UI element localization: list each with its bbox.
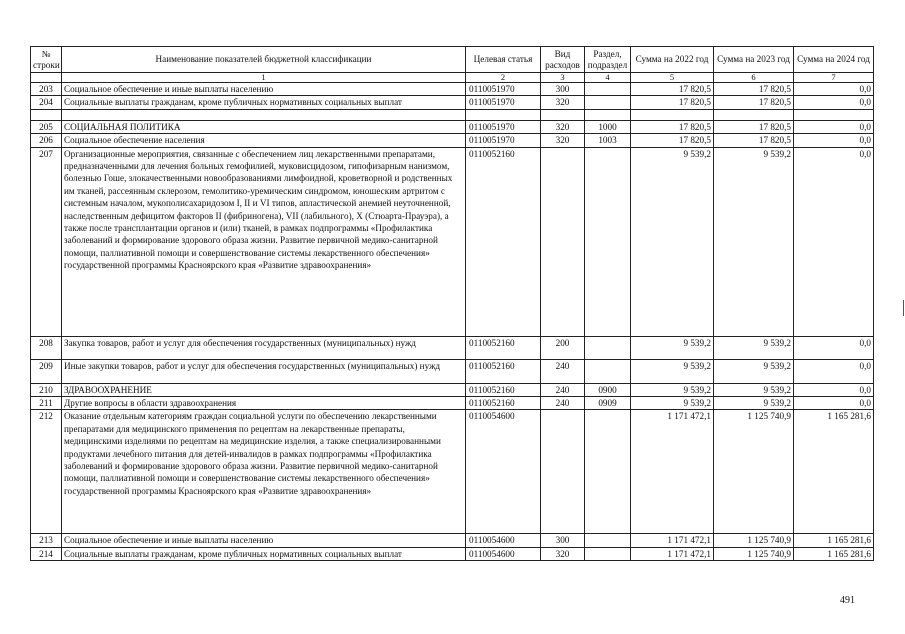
row-number: 209 xyxy=(31,359,62,383)
row-target-article: 0110054600 xyxy=(466,534,541,547)
table-row xyxy=(31,83,874,96)
row-target-article: 0110052160 xyxy=(466,397,541,410)
row-sum-2023: 17 820,5 xyxy=(714,120,794,133)
row-target-article: 0110052160 xyxy=(466,147,541,336)
row-name: Иные закупки товаров, работ и услуг для обеспечения государственных (муниципальных) нужд xyxy=(62,359,466,383)
row-expense-type: 320 xyxy=(541,547,585,560)
row-target-article: 0110051970 xyxy=(466,96,541,109)
row-sum-2022: 17 820,5 xyxy=(631,96,714,109)
row-number: 210 xyxy=(31,383,62,396)
row-name: Закупка товаров, работ и услуг для обеспечения государственных (муниципальных) нужд xyxy=(62,336,466,359)
row-sum-2023: 1 125 740,9 xyxy=(714,547,794,560)
row-number: 208 xyxy=(31,336,62,359)
row-expense-type: 240 xyxy=(541,359,585,383)
row-target-article: 0110054600 xyxy=(466,547,541,560)
table-row xyxy=(31,410,874,534)
table-row xyxy=(31,147,874,336)
column-number: 1 xyxy=(62,73,466,83)
column-number: 6 xyxy=(714,73,794,83)
row-sum-2023: 9 539,2 xyxy=(714,147,794,336)
row-section xyxy=(585,96,631,109)
spacer-cell xyxy=(31,109,62,120)
row-section: 1000 xyxy=(585,120,631,133)
row-sum-2024: 0,0 xyxy=(794,397,874,410)
row-name: Социальное обеспечение и иные выплаты населению xyxy=(62,534,466,547)
row-section: 0900 xyxy=(585,383,631,396)
row-target-article: 0110052160 xyxy=(466,383,541,396)
column-number: 4 xyxy=(585,73,631,83)
row-sum-2024: 0,0 xyxy=(794,83,874,96)
row-section xyxy=(585,410,631,534)
table-header-row xyxy=(31,47,874,73)
column-number: 7 xyxy=(794,73,874,83)
row-section: 0909 xyxy=(585,397,631,410)
row-expense-type xyxy=(541,147,585,336)
row-number: 206 xyxy=(31,134,62,147)
row-section xyxy=(585,547,631,560)
row-sum-2024: 0,0 xyxy=(794,147,874,336)
row-sum-2024: 0,0 xyxy=(794,336,874,359)
row-expense-type xyxy=(541,410,585,534)
row-number: 212 xyxy=(31,410,62,534)
row-expense-type: 240 xyxy=(541,397,585,410)
column-number xyxy=(31,73,62,83)
row-sum-2023: 17 820,5 xyxy=(714,96,794,109)
row-section xyxy=(585,83,631,96)
row-sum-2022: 17 820,5 xyxy=(631,120,714,133)
row-target-article: 0110052160 xyxy=(466,336,541,359)
row-section xyxy=(585,359,631,383)
row-sum-2023: 17 820,5 xyxy=(714,134,794,147)
row-number: 203 xyxy=(31,83,62,96)
row-expense-type: 300 xyxy=(541,83,585,96)
spacer-cell xyxy=(541,109,585,120)
row-target-article: 0110051970 xyxy=(466,134,541,147)
row-name: ЗДРАВООХРАНЕНИЕ xyxy=(62,383,466,396)
row-sum-2024: 0,0 xyxy=(794,383,874,396)
header-section: Раздел, подраздел xyxy=(585,47,631,73)
row-name: Организационные мероприятия, связанные с обеспечением лиц лекарственными препаратами, предназначенными для лечения больных гемофилией, муковисцидозом, гипофизарным нанизмом, болезнью Гоше, злокачественными новообразованиями лимфоидной, кроветворной и родственных им тканей, рассеянным склерозом, гемолитико-уремическим синдромом, юношеским артритом с системным началом, мукополисахаридозом I, II и VI типов, апластической анемией неуточненной, наследственным дефицитом факторов II (фибриногена), VII (лабильного), X (Стюарта-Прауэра), а также после трансплантации органов и (или) тканей, в рамках подпрограммы «Профилактика заболеваний и формирование здорового образа жизни. Развитие первичной медико-санитарной помощи, паллиативной помощи и совершенствование системы лекарственного обеспечения» государственной программы Красноярского края «Развитие здравоохранения» xyxy=(62,147,466,336)
row-section xyxy=(585,336,631,359)
row-expense-type: 200 xyxy=(541,336,585,359)
table-row xyxy=(31,96,874,109)
row-sum-2022: 1 171 472,1 xyxy=(631,534,714,547)
row-name: Социальные выплаты гражданам, кроме публичных нормативных социальных выплат xyxy=(62,547,466,560)
column-numbering-row xyxy=(31,73,874,83)
page-number: 491 xyxy=(840,595,855,606)
row-target-article: 0110051970 xyxy=(466,120,541,133)
row-sum-2022: 9 539,2 xyxy=(631,383,714,396)
row-sum-2022: 9 539,2 xyxy=(631,359,714,383)
header-name: Наименование показателей бюджетной классификации xyxy=(62,47,466,73)
table-row xyxy=(31,547,874,560)
row-target-article: 0110051970 xyxy=(466,83,541,96)
row-sum-2022: 9 539,2 xyxy=(631,397,714,410)
header-row-number: № строки xyxy=(31,47,62,73)
row-sum-2024: 0,0 xyxy=(794,134,874,147)
row-number: 204 xyxy=(31,96,62,109)
row-expense-type: 320 xyxy=(541,134,585,147)
header-sum-2024: Сумма на 2024 год xyxy=(794,47,874,73)
spacer-cell xyxy=(466,109,541,120)
header-sum-2023: Сумма на 2023 год xyxy=(714,47,794,73)
column-number: 2 xyxy=(466,73,541,83)
spacer-cell xyxy=(585,109,631,120)
table-row xyxy=(31,120,874,133)
row-sum-2024: 0,0 xyxy=(794,359,874,383)
row-name: Социальные выплаты гражданам, кроме публичных нормативных социальных выплат xyxy=(62,96,466,109)
row-sum-2024: 1 165 281,6 xyxy=(794,534,874,547)
row-sum-2022: 1 171 472,1 xyxy=(631,410,714,534)
row-sum-2023: 1 125 740,9 xyxy=(714,534,794,547)
row-section xyxy=(585,534,631,547)
row-sum-2023: 9 539,2 xyxy=(714,336,794,359)
spacer-cell xyxy=(714,109,794,120)
spacer-cell xyxy=(631,109,714,120)
row-sum-2023: 9 539,2 xyxy=(714,397,794,410)
table-row xyxy=(31,336,874,359)
row-sum-2022: 9 539,2 xyxy=(631,336,714,359)
table-row xyxy=(31,383,874,396)
row-sum-2023: 17 820,5 xyxy=(714,83,794,96)
budget-table xyxy=(30,46,874,561)
row-expense-type: 320 xyxy=(541,120,585,133)
row-sum-2024: 0,0 xyxy=(794,120,874,133)
row-name: Социальное обеспечение населения xyxy=(62,134,466,147)
row-number: 211 xyxy=(31,397,62,410)
row-name: СОЦИАЛЬНАЯ ПОЛИТИКА xyxy=(62,120,466,133)
row-number: 205 xyxy=(31,120,62,133)
row-section: 1003 xyxy=(585,134,631,147)
spacer-cell xyxy=(62,109,466,120)
budget-table-sheet xyxy=(30,46,873,561)
row-sum-2022: 17 820,5 xyxy=(631,134,714,147)
row-name: Другие вопросы в области здравоохранения xyxy=(62,397,466,410)
row-number: 207 xyxy=(31,147,62,336)
column-number: 3 xyxy=(541,73,585,83)
row-expense-type: 300 xyxy=(541,534,585,547)
row-expense-type: 320 xyxy=(541,96,585,109)
header-expense-type: Вид расходов xyxy=(541,47,585,73)
row-number: 214 xyxy=(31,547,62,560)
table-row xyxy=(31,534,874,547)
row-section xyxy=(585,147,631,336)
row-sum-2023: 9 539,2 xyxy=(714,383,794,396)
table-row xyxy=(31,397,874,410)
spacer-cell xyxy=(794,109,874,120)
table-row xyxy=(31,359,874,383)
row-name: Оказание отдельным категориям граждан социальной услуги по обеспечению лекарственными препаратами для медицинского применения по рецептам на лекарственные препараты, медицинскими изделиями по рецептам на медицинские изделия, а также специализированными продуктами лечебного питания для детей-инвалидов в рамках подпрограммы «Профилактика заболеваний и формирование здорового образа жизни. Развитие первичной медико-санитарной помощи, паллиативной помощи и совершенствование системы лекарственного обеспечения» государственной программы Красноярского края «Развитие здравоохранения» xyxy=(62,410,466,534)
spacer-row xyxy=(31,109,874,120)
margin-mark xyxy=(903,300,904,316)
row-sum-2022: 1 171 472,1 xyxy=(631,547,714,560)
table-row xyxy=(31,134,874,147)
row-sum-2024: 1 165 281,6 xyxy=(794,547,874,560)
row-target-article: 0110054600 xyxy=(466,410,541,534)
header-sum-2022: Сумма на 2022 год xyxy=(631,47,714,73)
row-sum-2024: 1 165 281,6 xyxy=(794,410,874,534)
row-expense-type: 240 xyxy=(541,383,585,396)
row-sum-2022: 9 539,2 xyxy=(631,147,714,336)
row-target-article: 0110052160 xyxy=(466,359,541,383)
row-sum-2022: 17 820,5 xyxy=(631,83,714,96)
table-body xyxy=(31,83,874,561)
row-sum-2024: 0,0 xyxy=(794,96,874,109)
column-number: 5 xyxy=(631,73,714,83)
header-target-article: Целевая статья xyxy=(466,47,541,73)
row-sum-2023: 1 125 740,9 xyxy=(714,410,794,534)
row-number: 213 xyxy=(31,534,62,547)
row-sum-2023: 9 539,2 xyxy=(714,359,794,383)
row-name: Социальное обеспечение и иные выплаты населению xyxy=(62,83,466,96)
